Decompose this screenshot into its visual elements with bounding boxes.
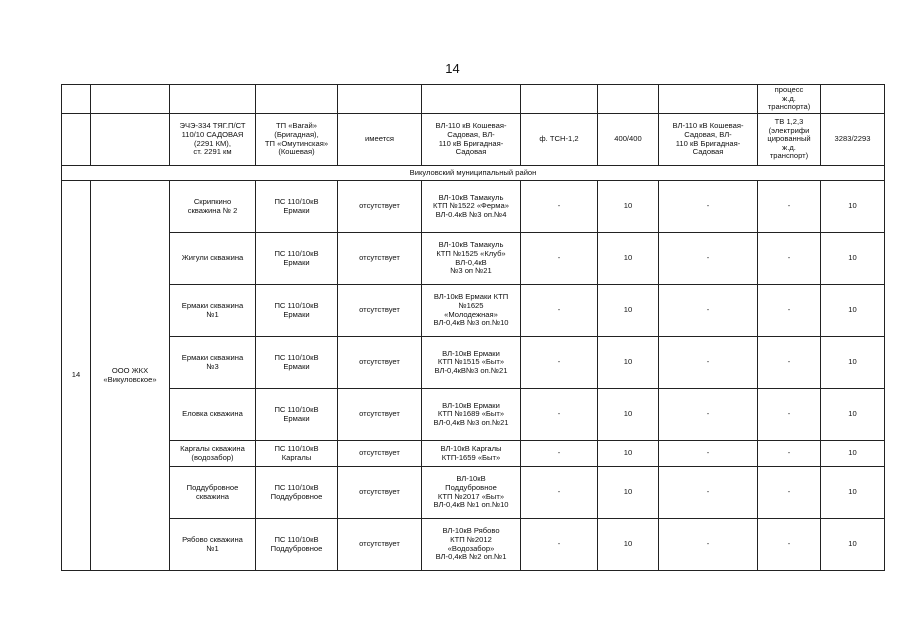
table-cell: 10 xyxy=(821,337,885,389)
status-cell: отсутствует xyxy=(338,519,422,571)
line-cell: ВЛ-10кВ Ермаки КТП №1515 «Быт» ВЛ-0,4кВ№3 оп.№21 xyxy=(422,337,521,389)
object-cell: Поддубровное скважина xyxy=(170,467,256,519)
table-cell xyxy=(256,85,338,114)
table-cell: - xyxy=(521,441,598,467)
table-cell: - xyxy=(521,519,598,571)
status-cell: отсутствует xyxy=(338,467,422,519)
table-cell: 10 xyxy=(598,441,659,467)
table-cell: - xyxy=(758,389,821,441)
table-cell xyxy=(659,85,758,114)
table-cell: - xyxy=(758,181,821,233)
table-cell: - xyxy=(521,285,598,337)
object-cell: Каргалы скважина (водозабор) xyxy=(170,441,256,467)
table-cell: - xyxy=(659,467,758,519)
table-cell: - xyxy=(521,181,598,233)
table-row xyxy=(62,467,885,519)
status-cell: отсутствует xyxy=(338,285,422,337)
object-cell: Скрипкино скважина № 2 xyxy=(170,181,256,233)
table-cell xyxy=(91,114,170,166)
table-cell: - xyxy=(659,337,758,389)
substation-cell: ПС 110/10кВ Поддубровное xyxy=(256,519,338,571)
status-cell: отсутствует xyxy=(338,181,422,233)
status-cell: отсутствует xyxy=(338,337,422,389)
table-cell xyxy=(821,85,885,114)
table-cell: 10 xyxy=(598,233,659,285)
table-cell: процесс ж.д. транспорта) xyxy=(758,85,821,114)
table-cell: 10 xyxy=(598,285,659,337)
table-cell: - xyxy=(659,389,758,441)
table-cell: 10 xyxy=(821,519,885,571)
table-cell: - xyxy=(758,337,821,389)
section-row xyxy=(62,166,885,181)
table-cell: - xyxy=(758,519,821,571)
table-cell xyxy=(62,85,91,114)
line-cell: ВЛ-10кВ Тамакуль КТП №1525 «Клуб» ВЛ-0,4кВ №3 оп №21 xyxy=(422,233,521,285)
object-cell: Ермаки скважина №1 xyxy=(170,285,256,337)
table-cell: ВЛ-110 кВ Кошевая- Садовая, ВЛ- 110 кВ Бригадная- Садовая xyxy=(422,114,521,166)
table-cell: 10 xyxy=(821,467,885,519)
table-cell xyxy=(62,114,91,166)
org-name: ООО ЖКХ «Викуловское» xyxy=(91,181,170,571)
status-cell: отсутствует xyxy=(338,389,422,441)
table-cell: - xyxy=(758,285,821,337)
table-cell: 10 xyxy=(821,181,885,233)
table-cell: - xyxy=(659,441,758,467)
page-number: 14 xyxy=(445,61,460,76)
table-cell: - xyxy=(521,233,598,285)
line-cell: ВЛ-10кВ Тамакуль КТП №1522 «Ферма» ВЛ-0.4кВ №3 оп.№4 xyxy=(422,181,521,233)
table-cell: - xyxy=(521,467,598,519)
table-row-top xyxy=(62,85,885,114)
power-supply-table xyxy=(61,84,885,571)
substation-cell: ПС 110/10кВ Поддубровное xyxy=(256,467,338,519)
table-cell: ВЛ-110 кВ Кошевая- Садовая, ВЛ- 110 кВ Бригадная- Садовая xyxy=(659,114,758,166)
table-cell: 3283/2293 xyxy=(821,114,885,166)
line-cell: ВЛ-10кВ Каргалы КТП-1659 «Быт» xyxy=(422,441,521,467)
line-cell: ВЛ-10кВ Поддубровное КТП №2017 «Быт» ВЛ-0,4кВ №1 оп.№10 xyxy=(422,467,521,519)
table-cell: - xyxy=(659,233,758,285)
table-cell: - xyxy=(659,519,758,571)
table-row xyxy=(62,181,885,233)
table-cell: - xyxy=(758,233,821,285)
table-cell: - xyxy=(659,181,758,233)
table-cell xyxy=(598,85,659,114)
table-cell: 10 xyxy=(821,285,885,337)
table-cell xyxy=(91,85,170,114)
table-cell: - xyxy=(659,285,758,337)
status-cell: отсутствует xyxy=(338,233,422,285)
substation-cell: ПС 110/10кВ Ермаки xyxy=(256,337,338,389)
table-row xyxy=(62,337,885,389)
table-cell: имеется xyxy=(338,114,422,166)
substation-cell: ПС 110/10кВ Ермаки xyxy=(256,181,338,233)
table-cell: ф. ТСН-1,2 xyxy=(521,114,598,166)
substation-cell: ПС 110/10кВ Ермаки xyxy=(256,285,338,337)
table-cell: 10 xyxy=(598,181,659,233)
line-cell: ВЛ-10кВ Ермаки КТП №1689 «Быт» ВЛ-0,4кВ №3 оп.№21 xyxy=(422,389,521,441)
line-cell: ВЛ-10кВ Рябово КТП №2012 «Водозабор» ВЛ-0,4кВ №2 оп.№1 xyxy=(422,519,521,571)
table-cell: - xyxy=(521,337,598,389)
table-cell: - xyxy=(758,441,821,467)
table-row xyxy=(62,389,885,441)
table-cell xyxy=(338,85,422,114)
org-number: 14 xyxy=(62,181,91,571)
object-cell: Рябово скважина №1 xyxy=(170,519,256,571)
object-cell: Жигули скважина xyxy=(170,233,256,285)
table-cell: 10 xyxy=(821,389,885,441)
substation-cell: ПС 110/10кВ Каргалы xyxy=(256,441,338,467)
table-cell: 10 xyxy=(598,337,659,389)
table-cell: - xyxy=(521,389,598,441)
table-cell: 10 xyxy=(598,389,659,441)
object-cell: Еловка скважина xyxy=(170,389,256,441)
substation-cell: ПС 110/10кВ Ермаки xyxy=(256,389,338,441)
table-cell: 10 xyxy=(598,519,659,571)
table-cell: ТП «Вагай» (Бригадная), ТП «Омутинская» (Кошевая) xyxy=(256,114,338,166)
table-row xyxy=(62,519,885,571)
table-cell xyxy=(170,85,256,114)
table-cell: - xyxy=(758,467,821,519)
section-title: Викуловский муниципальный район xyxy=(62,166,885,181)
table-row-continued xyxy=(62,114,885,166)
table-row xyxy=(62,233,885,285)
status-cell: отсутствует xyxy=(338,441,422,467)
table-cell xyxy=(521,85,598,114)
table-cell: 10 xyxy=(821,441,885,467)
table-row xyxy=(62,285,885,337)
line-cell: ВЛ-10кВ Ермаки КТП №1625 «Молодежная» ВЛ-0,4кВ №3 оп.№10 xyxy=(422,285,521,337)
substation-cell: ПС 110/10кВ Ермаки xyxy=(256,233,338,285)
table-cell xyxy=(422,85,521,114)
table-cell: ЭЧЭ-334 ТЯГ.П/СТ 110/10 САДОВАЯ (2291 КМ), ст. 2291 км xyxy=(170,114,256,166)
table-cell: ТВ 1,2,3 (электрифи цированный ж.д. транспорт) xyxy=(758,114,821,166)
table-cell: 10 xyxy=(821,233,885,285)
table-cell: 10 xyxy=(598,467,659,519)
object-cell: Ермаки скважина №3 xyxy=(170,337,256,389)
table-row xyxy=(62,441,885,467)
table-cell: 400/400 xyxy=(598,114,659,166)
